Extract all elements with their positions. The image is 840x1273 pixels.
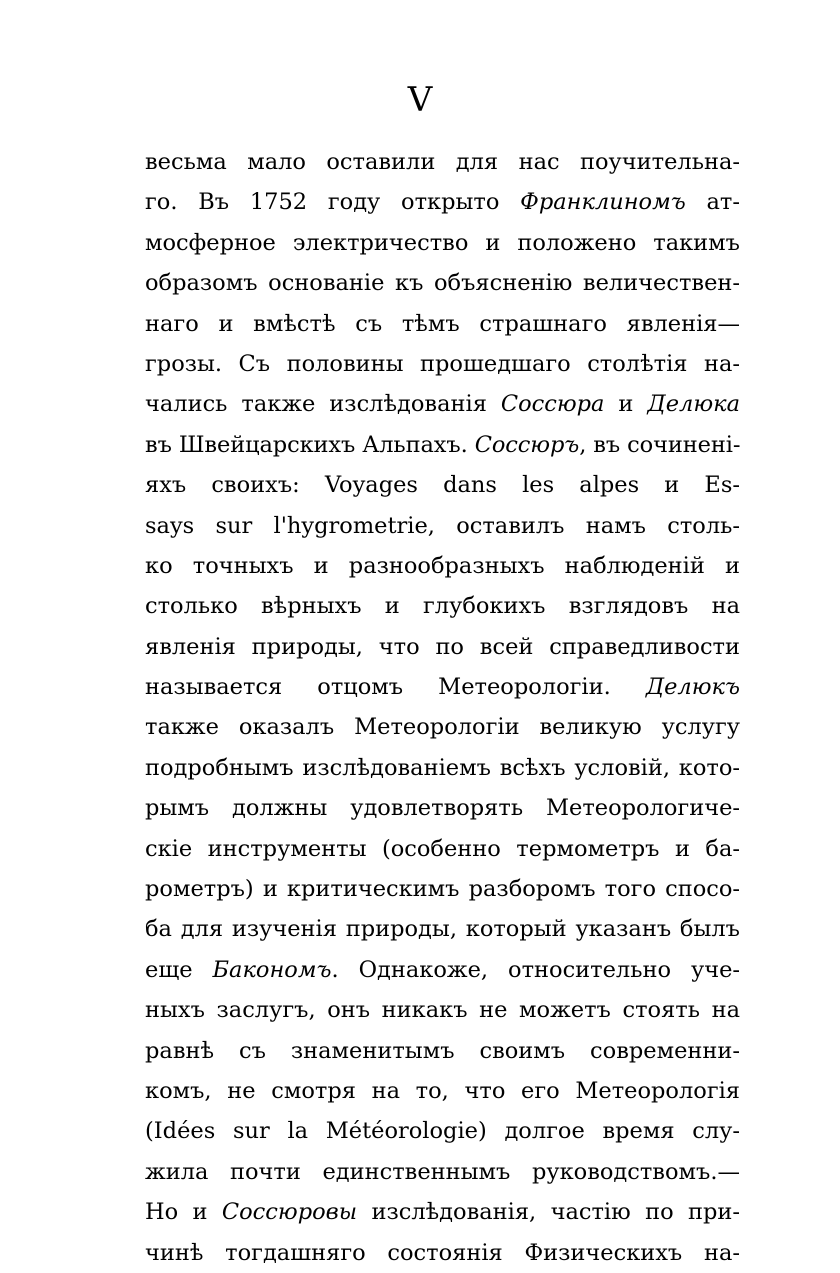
text-line xyxy=(145,667,740,707)
italic-name: Бакономъ xyxy=(212,956,332,983)
text-line xyxy=(145,465,740,505)
italic-name: Делюкъ xyxy=(645,674,740,701)
text-line xyxy=(145,384,740,424)
text-run: ба для изученія природы, который указанъ былъ xyxy=(145,916,740,943)
text-line xyxy=(145,869,740,909)
italic-name: Делюка xyxy=(647,391,740,418)
text-run: и xyxy=(604,391,648,418)
text-run: еще xyxy=(145,956,213,983)
text-run: го. Въ 1752 году открыто xyxy=(145,189,521,216)
text-run: явленія природы, что по всей справедливости xyxy=(145,633,740,660)
text-run: , въ сочинені- xyxy=(579,431,740,458)
text-run: мосферное электричество и положено такимъ xyxy=(145,229,740,256)
text-line xyxy=(145,1071,740,1111)
text-line xyxy=(145,748,740,788)
text-line xyxy=(145,1233,740,1273)
text-line xyxy=(145,1192,740,1232)
text-run: чались также изслѣдованія xyxy=(145,391,501,418)
text-run: ко точныхъ и разнообразныхъ наблюденій и xyxy=(145,552,740,579)
text-line xyxy=(145,344,740,384)
text-run: весьма мало оставили для нас поучительна- xyxy=(145,149,740,175)
italic-name: Франклиномъ xyxy=(520,189,686,216)
text-run: скіе инструменты (особенно термометръ и ба- xyxy=(145,835,740,862)
page-number: V xyxy=(407,80,433,120)
text-line xyxy=(145,304,740,344)
text-run: также оказалъ Метеорологіи великую услугу xyxy=(145,714,740,741)
text-line xyxy=(145,263,740,303)
text-run: ат- xyxy=(685,189,740,216)
text-run: жила почти единственнымъ руководствомъ.— xyxy=(145,1158,740,1185)
text-run: столько вѣрныхъ и глубокихъ взглядовъ на xyxy=(145,593,740,620)
text-run: рометръ) и критическимъ разборомъ того спосо- xyxy=(145,876,740,903)
text-line xyxy=(145,909,740,949)
text-run: яхъ своихъ: Voyages dans les alpes и Es- xyxy=(145,472,740,499)
text-run: изслѣдованія, частію по при- xyxy=(357,1199,740,1226)
text-run: образомъ основаніе къ объясненію величествен- xyxy=(145,270,740,297)
text-line xyxy=(145,829,740,869)
text-run: равнѣ съ знаменитымъ своимъ современни- xyxy=(145,1037,740,1064)
text-run: чинѣ тогдашняго состоянія Физическихъ на- xyxy=(145,1239,740,1266)
body-text xyxy=(145,142,740,1273)
text-run: наго и вмѣстѣ съ тѣмъ страшнаго явленія— xyxy=(145,310,740,337)
text-line xyxy=(145,950,740,990)
text-line xyxy=(145,1031,740,1071)
text-line xyxy=(145,182,740,222)
text-run: . Однакоже, относительно уче- xyxy=(331,956,740,983)
text-run: грозы. Съ половины прошедшаго столѣтія на- xyxy=(145,350,740,377)
text-line xyxy=(145,627,740,667)
text-line xyxy=(145,1111,740,1151)
text-line xyxy=(145,142,740,182)
italic-name: Соссюръ xyxy=(474,431,580,458)
italic-name: Соссюровы xyxy=(221,1199,358,1226)
text-run: называется отцомъ Метеорологіи. xyxy=(145,674,646,701)
text-run: ныхъ заслугъ, онъ никакъ не можетъ стоять на xyxy=(145,997,740,1024)
text-line xyxy=(145,707,740,747)
italic-name: Соссюра xyxy=(500,391,605,418)
text-line xyxy=(145,223,740,263)
text-run: (Idées sur la Météorologie) долгое время слу- xyxy=(145,1118,740,1145)
text-run: says sur l'hygrometrie, оставилъ намъ столь- xyxy=(145,512,740,539)
text-run: рымъ должны удовлетворять Метеорологиче- xyxy=(145,795,740,822)
text-run: Но и xyxy=(145,1199,222,1226)
text-run: въ Швейцарскихъ Альпахъ. xyxy=(145,431,475,458)
text-line xyxy=(145,788,740,828)
text-run: комъ, не смотря на то, что его Метеорологія xyxy=(145,1077,740,1104)
text-line xyxy=(145,546,740,586)
text-line xyxy=(145,990,740,1030)
text-line xyxy=(145,1152,740,1192)
text-line xyxy=(145,586,740,626)
text-line xyxy=(145,506,740,546)
text-line xyxy=(145,425,740,465)
text-run: подробнымъ изслѣдованіемъ всѣхъ условій, кото- xyxy=(145,754,740,781)
